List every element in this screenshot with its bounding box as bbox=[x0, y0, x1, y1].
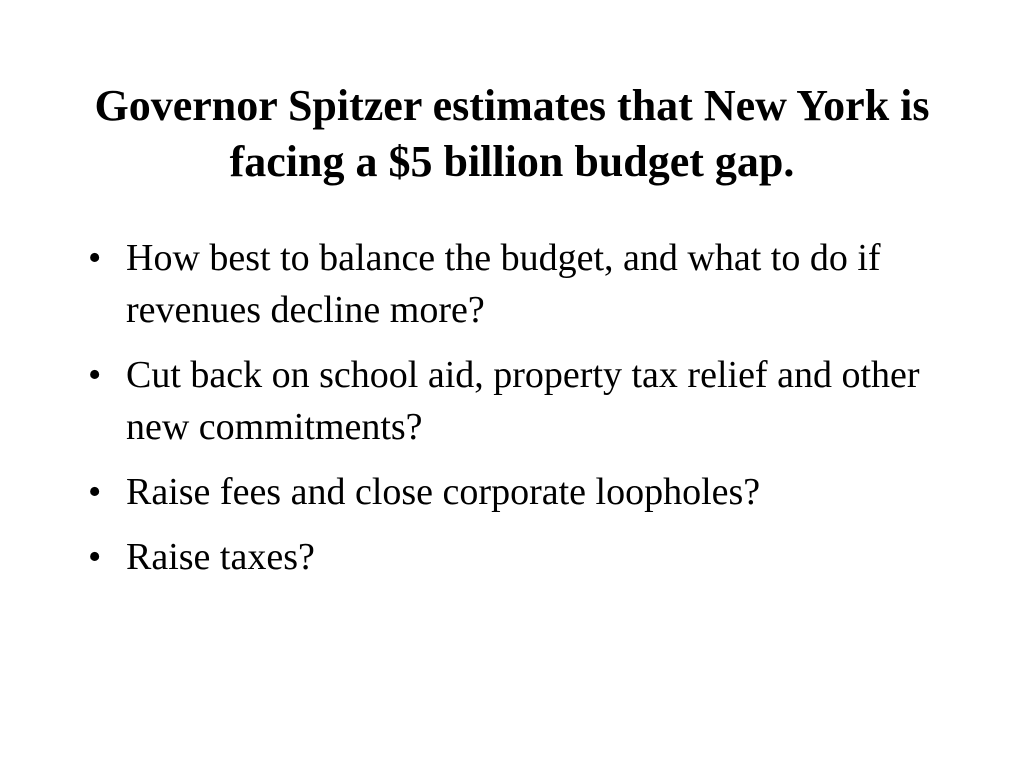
bullet-item bbox=[84, 531, 964, 583]
bullet-text: Cut back on school aid, property tax relief and other new commitments? bbox=[126, 354, 920, 448]
slide-title: Governor Spitzer estimates that New York is facing a $5 billion budget gap. bbox=[94, 81, 930, 186]
bullet-text: Raise taxes? bbox=[126, 536, 315, 578]
bullet-list bbox=[84, 232, 964, 596]
bullet-item bbox=[84, 349, 964, 453]
bullet-item bbox=[84, 466, 964, 518]
bullet-text: Raise fees and close corporate loopholes? bbox=[126, 471, 761, 513]
bullet-dot-icon: • bbox=[88, 237, 102, 279]
bullet-item bbox=[84, 232, 964, 336]
bullet-dot-icon: • bbox=[88, 471, 102, 513]
bullet-dot-icon: • bbox=[88, 354, 102, 396]
bullet-dot-icon: • bbox=[88, 536, 102, 578]
bullet-text: How best to balance the budget, and what to do if revenues decline more? bbox=[126, 237, 881, 331]
